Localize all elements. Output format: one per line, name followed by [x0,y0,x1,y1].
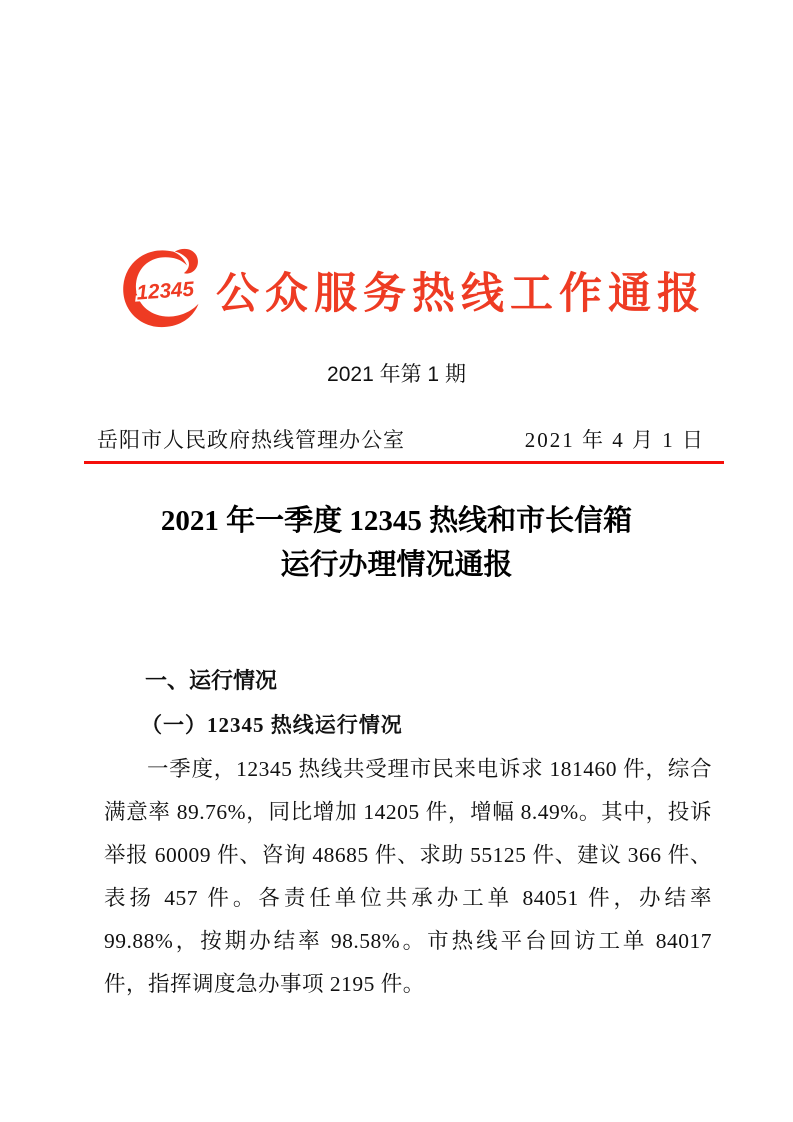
byline [97,424,705,454]
body-paragraph: 一季度，12345 热线共受理市民来电诉求 181460 件，综合满意率 89.76%，同比增加 14205 件，增幅 8.49%。其中，投诉举报 60009 件、咨询 48685 件、求助 55125 件、建议 366 件、表扬 457 件。各责任单位共承办工单 84051 件，办结率 99.88%，按期办结率 98.58%。市热线平台回访工单 84017 件，指挥调度急办事项 2195 件。 [104,757,712,996]
masthead-title: 公众服务热线工作通报 [216,270,706,318]
red-separator-rule [84,461,724,464]
document-title-line2: 运行办理情况通报 [280,549,513,581]
document-title [0,499,793,587]
section-heading-operation: 一、运行情况 [145,668,278,693]
issuing-office: 岳阳市人民政府热线管理办公室 [97,428,405,452]
hotline-12345-logo-icon [118,242,210,338]
masthead [118,240,706,340]
issue-number: 2021 年第 1 期 [327,363,466,386]
logo-number: 12345 [135,277,195,305]
document-title-line1: 2021 年一季度 12345 热线和市长信箱 [160,505,633,537]
subsection-heading-12345-hotline: （一）12345 热线运行情况 [141,713,403,737]
issue-date: 2021 年 4 月 1 日 [524,428,705,452]
